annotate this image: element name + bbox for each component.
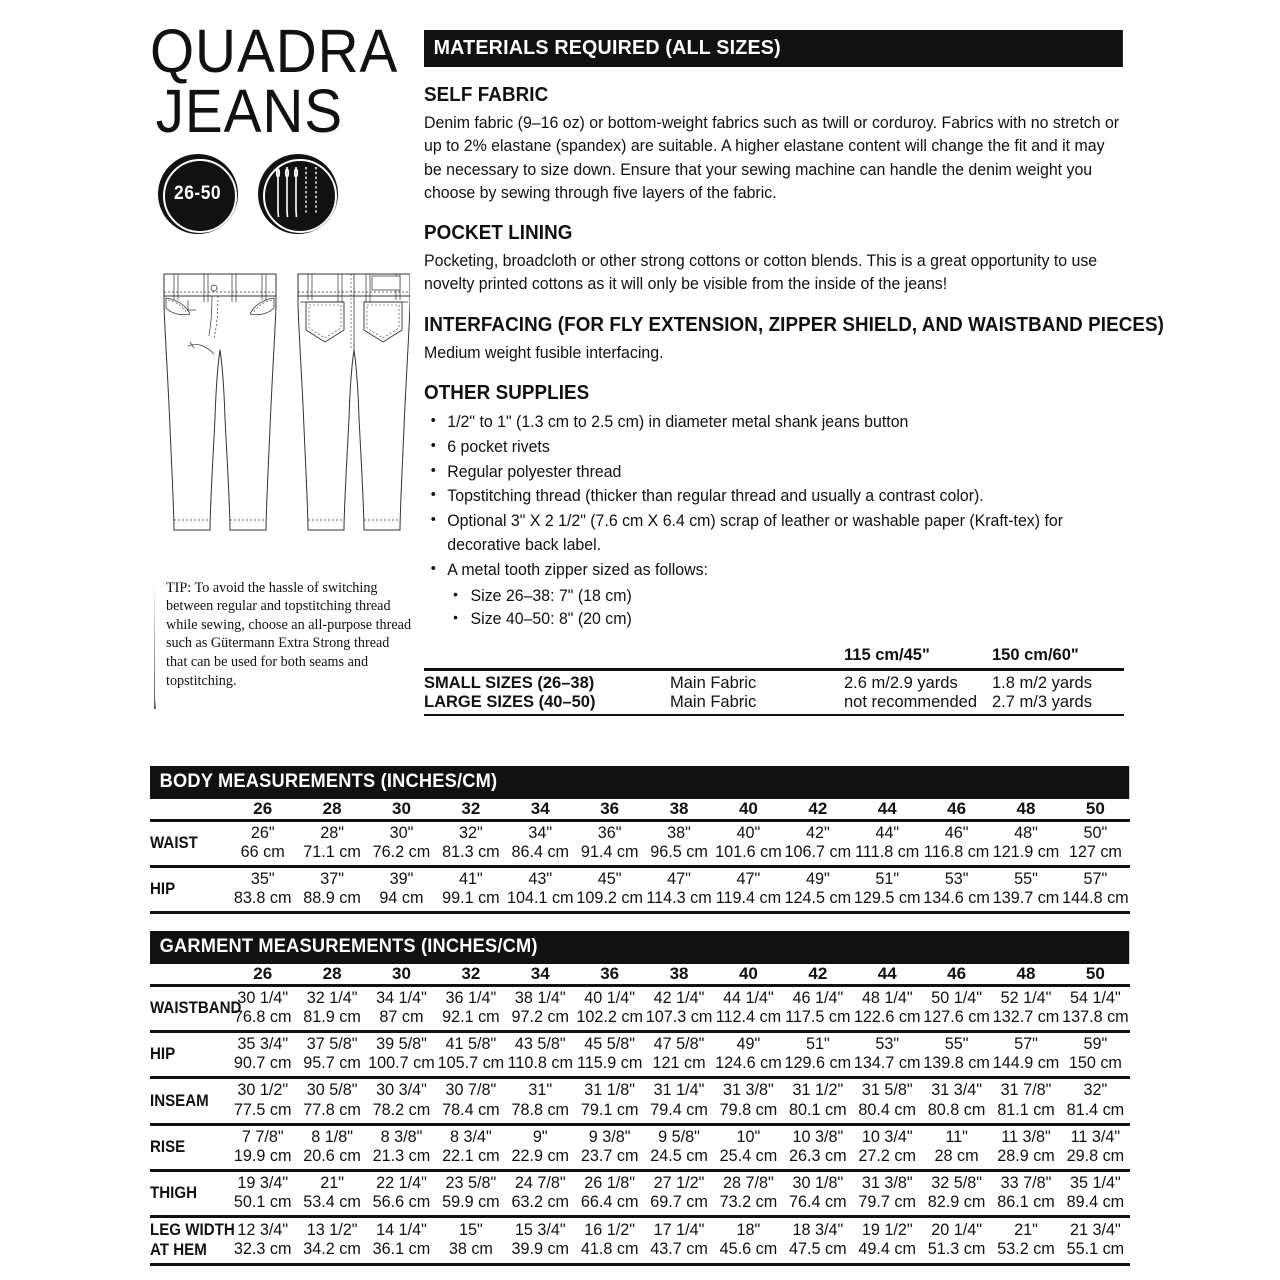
- row-label-inseam: INSEAM: [150, 1078, 228, 1124]
- size-header: 42: [808, 964, 828, 983]
- list-item: [424, 559, 1119, 632]
- yardage-header-blank: [424, 646, 670, 665]
- cell: 30 1/4" 76.8 cm: [228, 986, 297, 1032]
- cell: 26 1/8" 66.4 cm: [575, 1170, 644, 1216]
- divider: [424, 714, 1124, 716]
- cell: 49" 124.5 cm: [783, 867, 852, 912]
- table-row: [150, 1078, 1130, 1124]
- cell: 31 3/8" 79.8 cm: [714, 1078, 783, 1124]
- cell: 8 1/8" 20.6 cm: [297, 1124, 366, 1170]
- cell: 31 5/8" 80.4 cm: [853, 1078, 922, 1124]
- list-item: • Topstitching thread (thicker than regular thread and usually a contrast color).: [424, 485, 1119, 509]
- cell: 31 1/8" 79.1 cm: [575, 1078, 644, 1124]
- cell: 47 5/8" 121 cm: [644, 1032, 713, 1078]
- size-header: 50: [1085, 964, 1105, 983]
- table-row: [150, 986, 1130, 1032]
- cell: 31 3/8" 79.7 cm: [853, 1170, 922, 1216]
- cell: 37" 88.9 cm: [297, 867, 366, 912]
- cell: 30 3/4" 78.2 cm: [367, 1078, 436, 1124]
- cell: 21" 53.2 cm: [991, 1217, 1060, 1264]
- cell: 36 1/4" 92.1 cm: [436, 986, 505, 1032]
- cell: 57" 144.9 cm: [991, 1032, 1060, 1078]
- cell: 18" 45.6 cm: [714, 1217, 783, 1264]
- row-label-rise: RISE: [150, 1124, 228, 1170]
- cell: 35 1/4" 89.4 cm: [1061, 1170, 1130, 1216]
- cell: 38" 96.5 cm: [644, 821, 713, 867]
- table-row: [150, 821, 1130, 867]
- cell: 39 5/8" 100.7 cm: [367, 1032, 436, 1078]
- other-supplies-list: [424, 411, 1124, 632]
- size-range-badge: [158, 154, 238, 234]
- cell: 21" 53.4 cm: [297, 1170, 366, 1216]
- size-header: 36: [600, 964, 620, 983]
- cell: 37 5/8" 95.7 cm: [297, 1032, 366, 1078]
- cell: 17 1/4" 43.7 cm: [644, 1217, 713, 1264]
- tip-box: [150, 579, 412, 691]
- self-fabric-body: Denim fabric (9–16 oz) or bottom-weight fabrics such as twill or corduroy. Fabrics with no stretch or up to 2% elastane (spandex) are suitable. A higher elastane content will change the fit and it may be necessary to size down. Ensure that your sewing machine can handle the denim weight you choose by sewing through five layers of the fabric.: [424, 114, 1120, 202]
- list-item: • Optional 3" X 2 1/2" (7.6 cm X 6.4 cm) scrap of leather or washable paper (Kraft-tex) for decorative back label.: [424, 510, 1119, 558]
- size-header: 44: [877, 964, 897, 983]
- table-row: [150, 1170, 1130, 1216]
- cell: 48 1/4" 122.6 cm: [853, 986, 922, 1032]
- jeans-front-flat: [164, 274, 276, 530]
- size-header: 36: [600, 799, 620, 818]
- jeans-back-flat: [298, 274, 410, 530]
- cell: 40 1/4" 102.2 cm: [575, 986, 644, 1032]
- zipper-item-label: A metal tooth zipper sized as follows:: [447, 560, 708, 579]
- cell: 40" 101.6 cm: [714, 821, 783, 867]
- size-header: 32: [461, 799, 481, 818]
- needle-icon: [150, 581, 160, 716]
- cell: 30" 76.2 cm: [367, 821, 436, 867]
- cell: 48" 121.9 cm: [991, 821, 1060, 867]
- cell: 46" 116.8 cm: [922, 821, 991, 867]
- garment-measurements-header: GARMENT MEASUREMENTS (INCHES/CM): [150, 931, 1129, 964]
- corner-cell: [150, 799, 228, 821]
- cell: 38 1/4" 97.2 cm: [506, 986, 575, 1032]
- table-header-row: [150, 799, 1130, 821]
- table-row: [150, 1217, 1130, 1264]
- cell: 30 1/8" 76.4 cm: [783, 1170, 852, 1216]
- size-header: 46: [947, 799, 967, 818]
- row-label-waistband: WAISTBAND: [150, 986, 228, 1032]
- divider: [150, 911, 1130, 914]
- size-header: 44: [877, 799, 897, 818]
- cell: 50 1/4" 127.6 cm: [922, 986, 991, 1032]
- size-header: 28: [322, 799, 342, 818]
- cell: 52 1/4" 132.7 cm: [991, 986, 1060, 1032]
- size-header: 48: [1016, 964, 1036, 983]
- cell: 10 3/4" 27.2 cm: [853, 1124, 922, 1170]
- cell: 55" 139.8 cm: [922, 1032, 991, 1078]
- size-header: 34: [530, 964, 550, 983]
- cell: 31 7/8" 81.1 cm: [991, 1078, 1060, 1124]
- list-item: • 6 pocket rivets: [424, 436, 1119, 460]
- badge-row: [150, 154, 418, 234]
- cell: 21 3/4" 55.1 cm: [1061, 1217, 1130, 1264]
- cell: 41 5/8" 105.7 cm: [436, 1032, 505, 1078]
- size-header: 30: [392, 799, 411, 818]
- cell: 49" 124.6 cm: [714, 1032, 783, 1078]
- cell: 7 7/8" 19.9 cm: [228, 1124, 297, 1170]
- cell: 18 3/4" 47.5 cm: [783, 1217, 852, 1264]
- interfacing-heading: INTERFACING (FOR FLY EXTENSION, ZIPPER SHIELD, AND WAISTBAND PIECES): [424, 313, 1165, 336]
- cell: 8 3/4" 22.1 cm: [436, 1124, 505, 1170]
- difficulty-needles-badge: [258, 154, 338, 234]
- size-header: 50: [1085, 799, 1105, 818]
- cell: 11" 28 cm: [922, 1124, 991, 1170]
- row-label-hip: HIP: [150, 1032, 228, 1078]
- cell: 31 3/4" 80.8 cm: [922, 1078, 991, 1124]
- cell: 54 1/4" 137.8 cm: [1061, 986, 1130, 1032]
- size-header: 38: [669, 799, 689, 818]
- cell: 47" 119.4 cm: [714, 867, 783, 912]
- cell: 8 3/8" 21.3 cm: [367, 1124, 436, 1170]
- size-header: 30: [392, 964, 411, 983]
- yardage-large-115: not recommended: [844, 693, 977, 712]
- body-measurements-table: [150, 766, 1130, 914]
- cell: 53" 134.7 cm: [853, 1032, 922, 1078]
- brand-title-line2: JEANS: [155, 76, 344, 145]
- cell: 46 1/4" 117.5 cm: [783, 986, 852, 1032]
- cell: 42" 106.7 cm: [783, 821, 852, 867]
- size-range-label: 26-50: [174, 182, 222, 204]
- cell: 36" 91.4 cm: [575, 821, 644, 867]
- cell: 34" 86.4 cm: [506, 821, 575, 867]
- materials-required-header: MATERIALS REQUIRED (ALL SIZES): [424, 30, 1123, 67]
- cell: 31 1/2" 80.1 cm: [783, 1078, 852, 1124]
- table-row: [150, 1032, 1130, 1078]
- cell: 34 1/4" 87 cm: [367, 986, 436, 1032]
- cell: 13 1/2" 34.2 cm: [297, 1217, 366, 1264]
- yardage-small-150: 1.8 m/2 yards: [992, 674, 1092, 693]
- cell: 15" 38 cm: [436, 1217, 505, 1264]
- table-row: [424, 693, 1124, 712]
- interfacing-body: Medium weight fusible interfacing.: [424, 343, 664, 362]
- cell: 11 3/4" 29.8 cm: [1061, 1124, 1130, 1170]
- jeans-technical-flats: [150, 258, 418, 563]
- cell: 41" 99.1 cm: [436, 867, 505, 912]
- cell: 11 3/8" 28.9 cm: [991, 1124, 1060, 1170]
- cell: 31 1/4" 79.4 cm: [644, 1078, 713, 1124]
- zipper-size-list: [447, 585, 1118, 633]
- cell: 51" 129.6 cm: [783, 1032, 852, 1078]
- size-header: 28: [322, 964, 342, 983]
- yardage-table: [424, 646, 1124, 716]
- cell: 32 5/8" 82.9 cm: [922, 1170, 991, 1216]
- cell: 32 1/4" 81.9 cm: [297, 986, 366, 1032]
- other-supplies-heading: OTHER SUPPLIES: [424, 382, 590, 405]
- size-header: 40: [738, 964, 758, 983]
- corner-cell: [150, 964, 228, 986]
- cell: 30 1/2" 77.5 cm: [228, 1078, 297, 1124]
- cell: 45" 109.2 cm: [575, 867, 644, 912]
- cell: 32" 81.3 cm: [436, 821, 505, 867]
- cell: 28 7/8" 73.2 cm: [714, 1170, 783, 1216]
- body-measurements-header: BODY MEASUREMENTS (INCHES/CM): [150, 766, 1129, 799]
- cell: 10" 25.4 cm: [714, 1124, 783, 1170]
- table-row: [150, 867, 1130, 912]
- cell: 30 7/8" 78.4 cm: [436, 1078, 505, 1124]
- cell: 15 3/4" 39.9 cm: [506, 1217, 575, 1264]
- cell: 10 3/8" 26.3 cm: [783, 1124, 852, 1170]
- table-header-row: [150, 964, 1130, 986]
- body-measurements-grid: [150, 799, 1130, 911]
- cell: 16 1/2" 41.8 cm: [575, 1217, 644, 1264]
- yardage-large-label: LARGE SIZES (40–50): [424, 693, 596, 712]
- cell: 9" 22.9 cm: [506, 1124, 575, 1170]
- yardage-small-115: 2.6 m/2.9 yards: [844, 674, 958, 693]
- row-label-hip: HIP: [150, 867, 228, 912]
- size-header: 42: [808, 799, 828, 818]
- cell: 23 5/8" 59.9 cm: [436, 1170, 505, 1216]
- page-title: [150, 17, 399, 145]
- cell: 59" 150 cm: [1061, 1032, 1130, 1078]
- yardage-large-150: 2.7 m/3 yards: [992, 693, 1092, 712]
- cell: 32" 81.4 cm: [1061, 1078, 1130, 1124]
- cell: 44" 111.8 cm: [853, 821, 922, 867]
- yardage-header-fabric: [670, 646, 844, 665]
- size-header: 38: [669, 964, 689, 983]
- cell: 26" 66 cm: [228, 821, 297, 867]
- cell: 53" 134.6 cm: [922, 867, 991, 912]
- garment-measurements-table: [150, 931, 1130, 1266]
- cell: 12 3/4" 32.3 cm: [228, 1217, 297, 1264]
- size-header: 46: [947, 964, 967, 983]
- yardage-small-fabric: Main Fabric: [670, 674, 757, 693]
- divider: [424, 668, 1124, 671]
- self-fabric-heading: SELF FABRIC: [424, 84, 549, 106]
- row-label-leg-width-at-hem: LEG WIDTH AT HEM: [150, 1217, 228, 1264]
- cell: 44 1/4" 112.4 cm: [714, 986, 783, 1032]
- size-header: 48: [1016, 799, 1036, 818]
- cell: 42 1/4" 107.3 cm: [644, 986, 713, 1032]
- divider: [150, 1263, 1130, 1266]
- cell: 27 1/2" 69.7 cm: [644, 1170, 713, 1216]
- brand-title-line1: QUADRA: [150, 17, 399, 85]
- row-label-waist: WAIST: [150, 821, 228, 867]
- pocket-lining-heading: POCKET LINING: [424, 222, 573, 245]
- cell: 43 5/8" 110.8 cm: [506, 1032, 575, 1078]
- size-header: 40: [738, 799, 758, 818]
- cell: 9 3/8" 23.7 cm: [575, 1124, 644, 1170]
- list-item: • Regular polyester thread: [424, 461, 1119, 485]
- yardage-header-115: 115 cm/45": [844, 646, 930, 665]
- cell: 22 1/4" 56.6 cm: [367, 1170, 436, 1216]
- cell: 35" 83.8 cm: [228, 867, 297, 912]
- cell: 47" 114.3 cm: [644, 867, 713, 912]
- list-item: • 1/2" to 1" (1.3 cm to 2.5 cm) in diameter metal shank jeans button: [424, 411, 1119, 435]
- table-row: [150, 1124, 1130, 1170]
- size-header: 26: [253, 799, 273, 818]
- cell: 43" 104.1 cm: [506, 867, 575, 912]
- cell: 14 1/4" 36.1 cm: [367, 1217, 436, 1264]
- materials-column: [424, 30, 1165, 716]
- size-header: 34: [530, 799, 550, 818]
- cell: 33 7/8" 86.1 cm: [991, 1170, 1060, 1216]
- row-label-thigh: THIGH: [150, 1170, 228, 1216]
- size-header: 26: [253, 964, 273, 983]
- cell: 19 3/4" 50.1 cm: [228, 1170, 297, 1216]
- cell: 57" 144.8 cm: [1061, 867, 1130, 912]
- cell: 19 1/2" 49.4 cm: [853, 1217, 922, 1264]
- list-item: • Size 40–50: 8" (20 cm): [447, 608, 1118, 632]
- cell: 9 5/8" 24.5 cm: [644, 1124, 713, 1170]
- needles-icon: [272, 161, 324, 226]
- brand-column: [150, 17, 418, 690]
- yardage-header-150: 150 cm/60": [992, 646, 1079, 665]
- cell: 31" 78.8 cm: [506, 1078, 575, 1124]
- cell: 20 1/4" 51.3 cm: [922, 1217, 991, 1264]
- cell: 35 3/4" 90.7 cm: [228, 1032, 297, 1078]
- pocket-lining-body: Pocketing, broadcloth or other strong cottons or cotton blends. This is a great opportunity to use novelty printed cottons as it will only be visible from the inside of the jeans!: [424, 252, 1098, 294]
- cell: 30 5/8" 77.8 cm: [297, 1078, 366, 1124]
- garment-measurements-grid: [150, 964, 1130, 1263]
- cell: 28" 71.1 cm: [297, 821, 366, 867]
- cell: 39" 94 cm: [367, 867, 436, 912]
- yardage-header-row: [424, 646, 1124, 665]
- yardage-small-label: SMALL SIZES (26–38): [424, 674, 595, 693]
- cell: 55" 139.7 cm: [991, 867, 1060, 912]
- list-item: • Size 26–38: 7" (18 cm): [447, 585, 1118, 609]
- size-header: 32: [461, 964, 481, 983]
- cell: 50" 127 cm: [1061, 821, 1130, 867]
- yardage-large-fabric: Main Fabric: [670, 693, 757, 712]
- cell: 24 7/8" 63.2 cm: [506, 1170, 575, 1216]
- cell: 45 5/8" 115.9 cm: [575, 1032, 644, 1078]
- table-row: [424, 674, 1124, 693]
- tip-text: TIP: To avoid the hassle of switching between regular and topstitching thread while sewing, choose an all-purpose thread such as Gütermann Extra Strong thread that can be used for both seams and topstitching.: [166, 579, 412, 689]
- cell: 51" 129.5 cm: [853, 867, 922, 912]
